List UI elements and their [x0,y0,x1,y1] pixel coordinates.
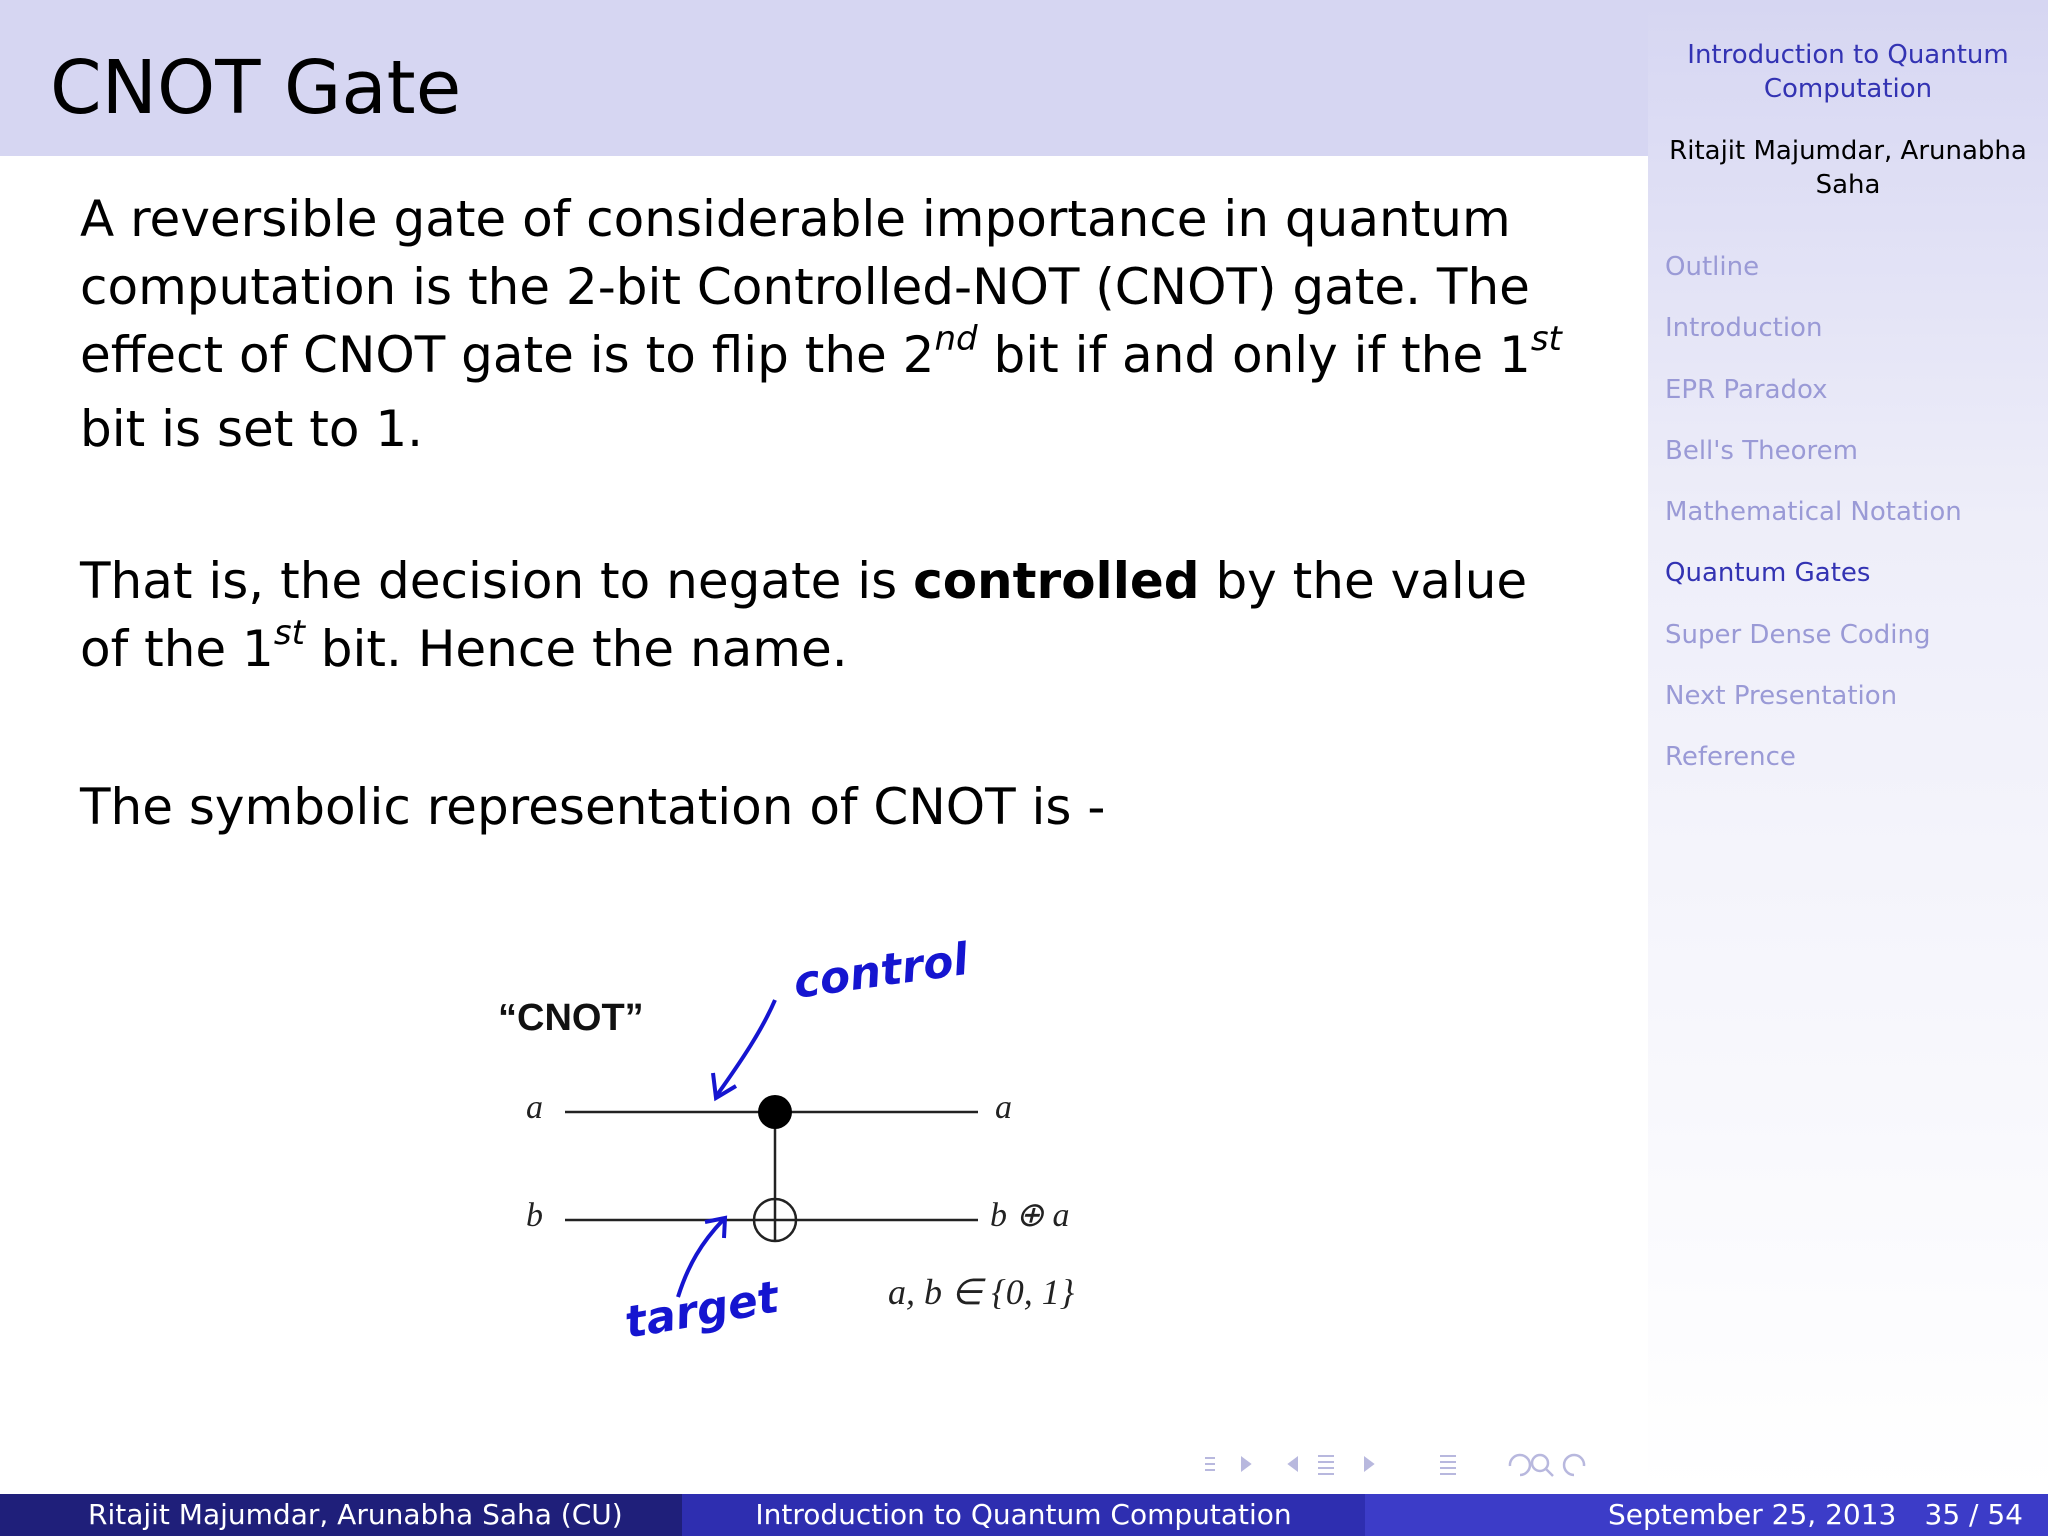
sidebar-toc [1665,250,1962,802]
text-run: bit. Hence the name. [304,620,848,678]
superscript: st [273,613,305,653]
cnot-circuit-figure [440,930,1160,1400]
label-output-a: a [995,1089,1012,1126]
search-icon[interactable] [1532,1455,1553,1476]
footer-date-box [1365,1494,2048,1536]
slide-nav-first-icon[interactable] [1205,1458,1250,1470]
text-run: by the value of the 1 [80,552,1528,678]
superscript: nd [934,319,978,359]
label-domain: a, b ∈ {0, 1} [888,1272,1075,1312]
footer-date: September 25, 2013 [1608,1498,1897,1531]
bold-term: controlled [913,552,1200,610]
text-run: A reversible gate of considerable importance in quantum computation is the 2-bit Controlled-NOT (CNOT) gate. The effect of CNOT gate is to flip the 2 [80,190,1530,384]
paragraph-definition [80,185,1580,463]
toc-item-mathematical-notation[interactable]: Mathematical Notation [1665,497,1962,528]
footer-title: Introduction to Quantum Computation [755,1498,1292,1531]
annotation-control: control [790,933,972,1009]
frame-nav-icon[interactable] [1289,1456,1373,1474]
toc-item-outline[interactable]: Outline [1665,252,1760,282]
paragraph-symbolic: The symbolic representation of CNOT is - [80,778,1106,836]
section-nav-icon[interactable] [1440,1456,1456,1474]
undo-icon[interactable] [1510,1455,1530,1475]
footer-title-box [682,1494,1365,1536]
text-run: bit is set to 1. [80,400,424,458]
redo-icon[interactable] [1564,1455,1584,1475]
toc-item-next-presentation[interactable]: Next Presentation [1665,681,1898,712]
slide-body [80,185,1580,925]
footer-authors-box [0,1494,682,1536]
sidebar-presentation-title[interactable]: Introduction to Quantum Computation [1687,40,2009,104]
toc-item-super-dense-coding[interactable]: Super Dense Coding [1665,619,1931,650]
paragraph-controlled [80,547,1580,689]
superscript: st [1530,319,1562,359]
toc-item-introduction[interactable]: Introduction [1665,313,1823,344]
toc-item-quantum-gates[interactable]: Quantum Gates [1665,558,1871,589]
beamer-nav-bar [1200,1448,1640,1482]
text-run: bit if and only if the 1 [977,326,1531,384]
annotation-target: target [621,1271,783,1349]
toc-item-bells-theorem[interactable]: Bell's Theorem [1665,435,1858,466]
footer [0,1494,2048,1536]
figure-caption: “CNOT” [498,997,644,1039]
sidebar-authors: Ritajit Majumdar, Arunabha Saha [1669,136,2027,200]
arrow-control [717,1000,775,1095]
control-dot [758,1095,792,1129]
label-input-a: a [526,1089,543,1126]
toc-item-reference[interactable]: Reference [1665,742,1796,773]
label-input-b: b [526,1197,543,1234]
footer-page-number: 35 / 54 [1924,1498,2023,1531]
footer-authors: Ritajit Majumdar, Arunabha Saha (CU) [88,1498,623,1531]
text-run: That is, the decision to negate is [80,552,914,610]
frame-title: CNOT Gate [50,45,462,131]
label-output-b-xor-a: b ⊕ a [990,1197,1070,1234]
toc-item-epr-paradox[interactable]: EPR Paradox [1665,374,1828,405]
